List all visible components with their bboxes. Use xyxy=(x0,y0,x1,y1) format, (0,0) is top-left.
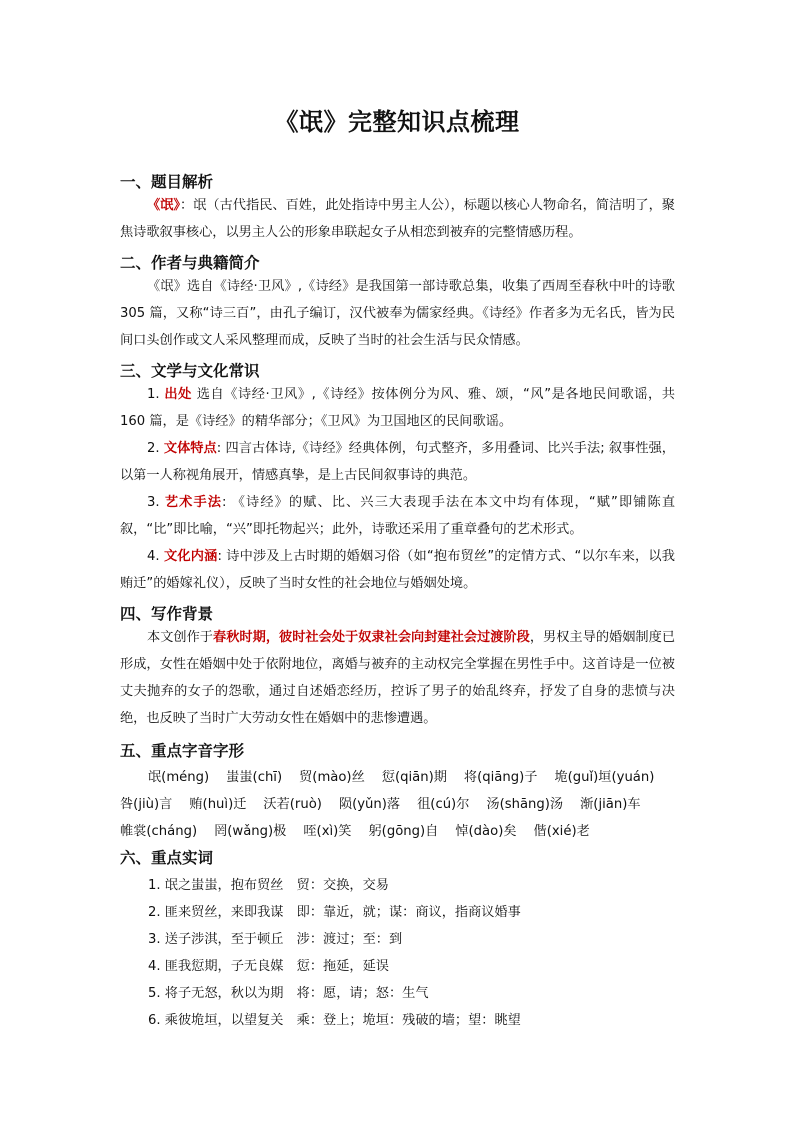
pronunciation-word: 咥(xì)笑 xyxy=(303,824,352,839)
pronunciation-word: 贸(mào)丝 xyxy=(299,770,365,785)
vocab-item-3: 3. 送子涉淇，至于顿丘 涉：渡过；至：到 xyxy=(148,932,403,947)
pronunciation-word: 蚩蚩(chī) xyxy=(226,770,283,785)
section-3-item-1 xyxy=(120,381,675,435)
section-3-item-4 xyxy=(120,543,675,597)
section-heading-6: 六、重点实词 xyxy=(120,849,214,867)
item-text: : 《诗经》的赋、比、兴三大表现手法在本文中均有体现，“赋”即铺陈直叙，“比”即比喻，“兴”即托物起兴；此外，诗歌还采用了重章叠句的艺术形式。 xyxy=(120,495,676,537)
pronunciation-word: 陨(yǔn)落 xyxy=(338,797,401,812)
pronunciation-word: 帷裳(cháng) xyxy=(120,824,198,839)
section-heading-5: 五、重点字音字形 xyxy=(120,742,245,760)
pronunciation-word: 渐(jiān)车 xyxy=(580,797,641,812)
pronunciation-word: 悼(dào)矣 xyxy=(455,824,517,839)
item-label: 文化内涵 xyxy=(163,549,218,564)
item-text: 选自《诗经·卫风》,《诗经》按体例分为风、雅、颂，“风”是各地民间歌谣，共 160 篇，是《诗经》的精华部分；《卫风》为卫国地区的民间歌谣。 xyxy=(120,387,675,429)
background-text-pre: 本文创作于 xyxy=(147,630,214,645)
item-number: 1. xyxy=(147,387,160,402)
pronunciation-word: 沃若(ruò) xyxy=(263,797,322,812)
section-heading-2: 二、作者与典籍简介 xyxy=(120,254,260,272)
pronunciation-word: 汤(shāng)汤 xyxy=(486,797,564,812)
background-highlight: 春秋时期，彼时社会处于奴隶社会向封建社会过渡阶段 xyxy=(213,630,530,645)
pronunciation-row-3 xyxy=(120,820,607,839)
pronunciation-word: 罔(wǎng)极 xyxy=(214,824,287,839)
pronunciation-word: 躬(gōng)自 xyxy=(368,824,439,839)
section-1-paragraph xyxy=(120,192,675,246)
section-1-label: 《氓》 xyxy=(147,198,180,213)
pronunciation-word: 垝(guǐ)垣(yuán) xyxy=(554,770,655,785)
vocab-item-5: 5. 将子无怒，秋以为期 将：愿，请；怒：生气 xyxy=(148,986,429,1001)
item-text: : 诗中涉及上古时期的婚姻习俗（如“抱布贸丝”的定情方式、“以尔车来，以我贿迁”的婚嫁礼仪），反映了当时女性的社会地位与婚姻处境。 xyxy=(120,549,675,591)
item-number: 4. xyxy=(147,549,160,564)
pronunciation-word: 咎(jiù)言 xyxy=(120,797,173,812)
section-3-item-3 xyxy=(120,489,675,543)
vocab-item-1: 1. 氓之蚩蚩，抱布贸丝 贸：交换，交易 xyxy=(148,878,389,893)
background-text-post: ，男权主导的婚姻制度已形成，女性在婚姻中处于依附地位，离婚与被弃的主动权完全掌握在男性手中。这首诗是一位被丈夫抛弃的女子的怨歌，通过自述婚恋经历，控诉了男子的始乱终弃，抒发了自身的悲愤与决绝，也反映了当时广大劳动女性在婚姻中的悲惨遭遇。 xyxy=(120,630,676,726)
item-number: 2. xyxy=(147,441,160,456)
pronunciation-word: 偕(xié)老 xyxy=(533,824,590,839)
section-heading-3: 三、文学与文化常识 xyxy=(120,362,260,380)
vocab-item-2: 2. 匪来贸丝，来即我谋 即：靠近，就；谋：商议，指商议婚事 xyxy=(148,905,521,920)
item-text: : 四言古体诗,《诗经》经典体例，句式整齐，多用叠词、比兴手法; 叙事性强，以第一人称视角展开，情感真挚，是上古民间叙事诗的典范。 xyxy=(120,441,675,483)
item-label: 文体特点 xyxy=(163,441,217,456)
section-2-paragraph: 《氓》选自《诗经·卫风》,《诗经》是我国第一部诗歌总集，收集了西周至春秋中叶的诗歌 305 篇，又称“诗三百”，由孔子编订，汉代被奉为儒家经典。《诗经》作者多为无名氏，皆为民间口头创作或文人采风整理而成，反映了当时的社会生活与民众情感。 xyxy=(120,279,675,348)
pronunciation-word: 徂(cú)尔 xyxy=(417,797,470,812)
pronunciation-word: 将(qiāng)子 xyxy=(463,770,538,785)
section-heading-1: 一、题目解析 xyxy=(120,173,214,191)
item-number: 3. xyxy=(147,495,160,510)
section-4-paragraph xyxy=(120,624,675,732)
item-label: 艺术手法 xyxy=(164,495,223,510)
vocab-item-4: 4. 匪我愆期，子无良媒 愆：拖延，延误 xyxy=(148,959,389,974)
pronunciation-word: 贿(huì)迁 xyxy=(189,797,247,812)
page-title: 《氓》完整知识点梳理 xyxy=(274,108,520,136)
section-heading-4: 四、写作背景 xyxy=(120,605,214,623)
pronunciation-word: 愆(qiān)期 xyxy=(381,770,447,785)
pronunciation-row-2 xyxy=(120,793,641,812)
pronunciation-word: 氓(méng) xyxy=(148,770,210,785)
section-1-text: ：氓（古代指民、百姓，此处指诗中男主人公），标题以核心人物命名，简洁明了，聚焦诗歌叙事核心，以男主人公的形象串联起女子从相恋到被弃的完整情感历程。 xyxy=(120,198,675,240)
vocab-item-6: 6. 乘彼垝垣，以望复关 乘：登上；垝垣：残破的墙；望：眺望 xyxy=(148,1013,521,1028)
pronunciation-row-1 xyxy=(148,766,671,785)
item-label: 出处 xyxy=(164,387,192,402)
section-3-item-2 xyxy=(120,435,675,489)
